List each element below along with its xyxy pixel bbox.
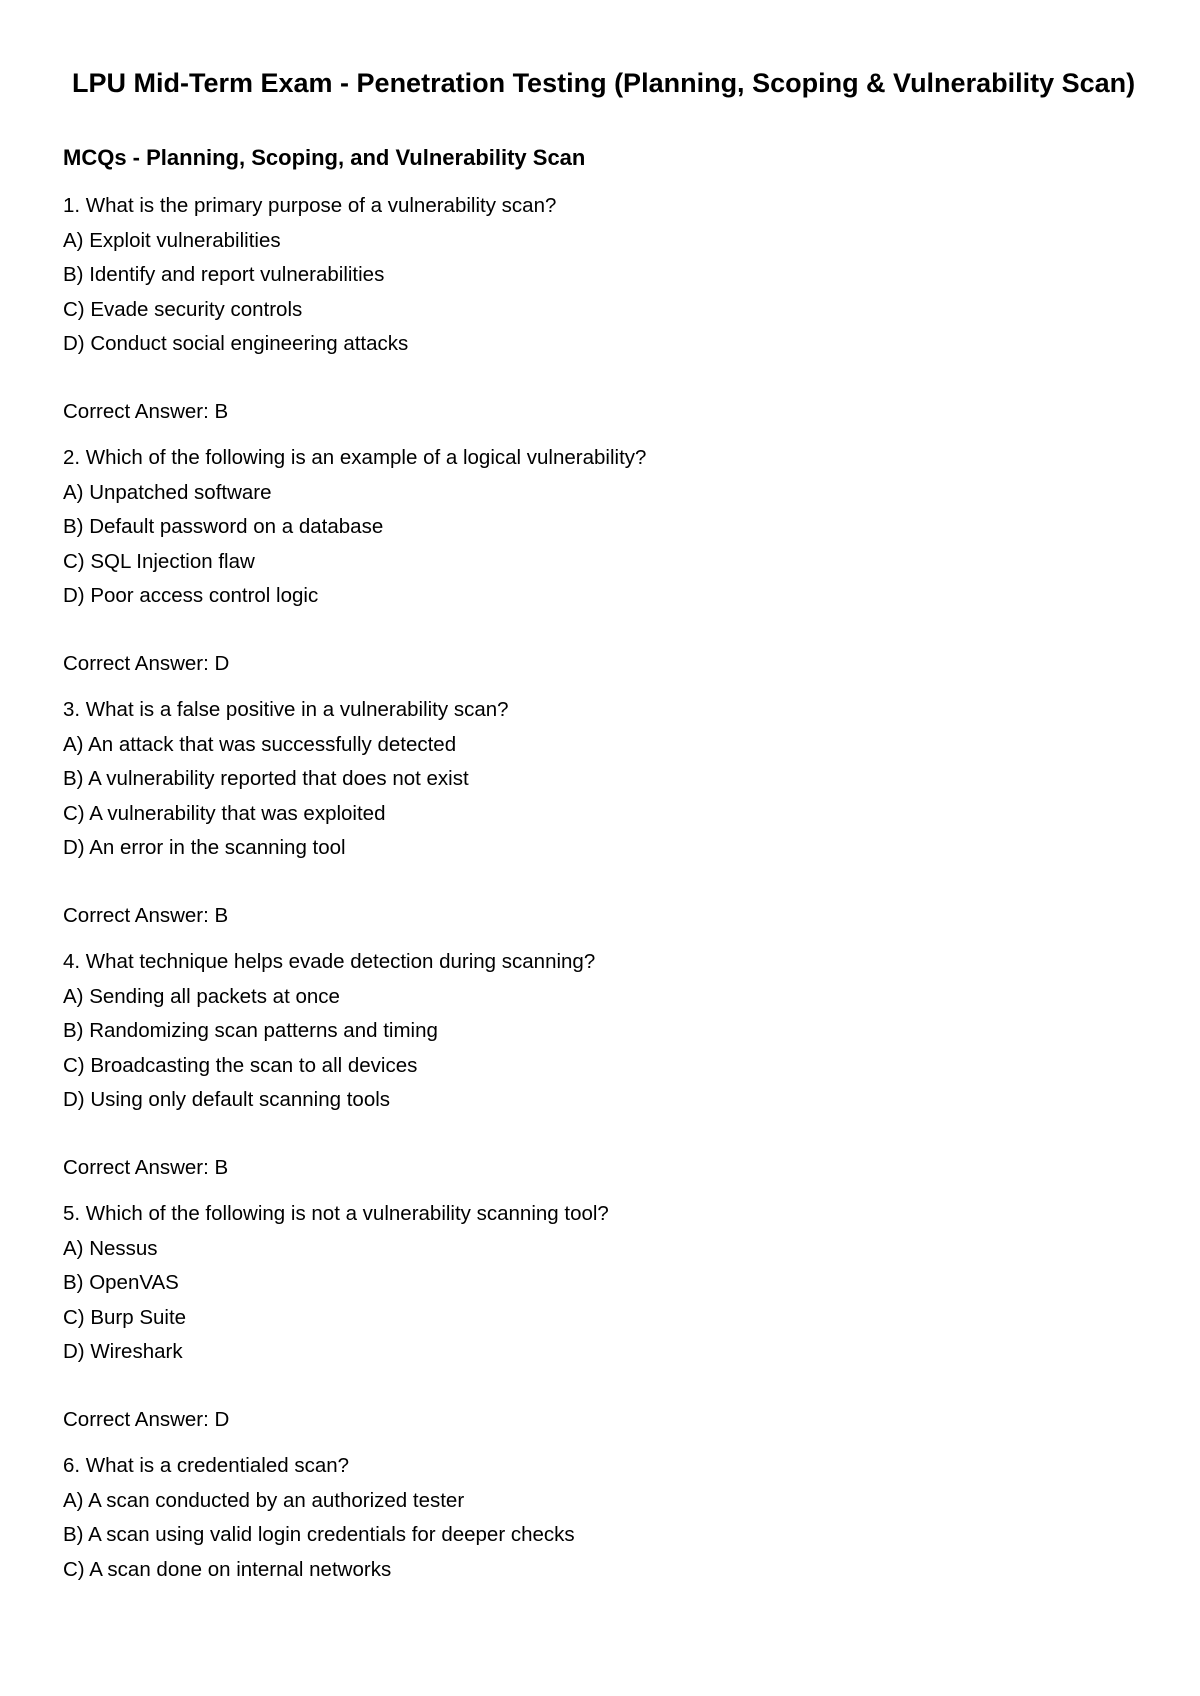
option-a: A) An attack that was successfully detected xyxy=(63,732,457,756)
correct-answer: Correct Answer: B xyxy=(63,903,229,927)
question-block-6 xyxy=(63,1449,1143,1587)
option-c: C) SQL Injection flaw xyxy=(63,549,255,573)
option-b: B) Identify and report vulnerabilities xyxy=(63,263,385,286)
question-block-1 xyxy=(63,189,1143,429)
question-block-2 xyxy=(63,441,1143,681)
correct-answer: Correct Answer: D xyxy=(63,1407,230,1431)
option-d: D) Conduct social engineering attacks xyxy=(63,332,409,355)
option-c: C) Burp Suite xyxy=(63,1305,187,1329)
correct-answer: Correct Answer: D xyxy=(63,651,230,675)
option-a: A) A scan conducted by an authorized tester xyxy=(63,1488,465,1512)
question-text: 5. Which of the following is not a vulnerability scanning tool? xyxy=(63,1202,609,1225)
question-text: 2. Which of the following is an example of a logical vulnerability? xyxy=(63,446,647,469)
option-d: D) An error in the scanning tool xyxy=(63,836,346,859)
option-b: B) Randomizing scan patterns and timing xyxy=(63,1019,438,1042)
option-b: B) Default password on a database xyxy=(63,515,384,538)
option-d: D) Poor access control logic xyxy=(63,584,319,607)
correct-answer: Correct Answer: B xyxy=(63,399,229,423)
correct-answer: Correct Answer: B xyxy=(63,1155,229,1179)
question-text: 4. What technique helps evade detection during scanning? xyxy=(63,950,596,973)
option-c: C) A vulnerability that was exploited xyxy=(63,801,386,825)
document-title: LPU Mid-Term Exam - Penetration Testing (Planning, Scoping & Vulnerability Scan) xyxy=(72,68,1136,98)
question-text: 6. What is a credentialed scan? xyxy=(63,1454,350,1477)
question-text: 1. What is the primary purpose of a vulnerability scan? xyxy=(63,194,557,217)
section-heading: MCQs - Planning, Scoping, and Vulnerability Scan xyxy=(63,145,586,170)
option-c: C) Evade security controls xyxy=(63,297,303,321)
option-d: D) Using only default scanning tools xyxy=(63,1088,391,1111)
option-b: B) OpenVAS xyxy=(63,1271,179,1294)
question-block-4 xyxy=(63,945,1143,1185)
option-a: A) Nessus xyxy=(63,1236,158,1260)
option-b: B) A vulnerability reported that does not exist xyxy=(63,767,469,790)
question-list xyxy=(63,189,1143,1599)
option-a: A) Unpatched software xyxy=(63,480,272,504)
option-d: D) Wireshark xyxy=(63,1340,183,1363)
option-a: A) Sending all packets at once xyxy=(63,984,340,1008)
option-b: B) A scan using valid login credentials for deeper checks xyxy=(63,1523,575,1546)
question-block-5 xyxy=(63,1197,1143,1437)
option-c: C) A scan done on internal networks xyxy=(63,1557,392,1581)
option-c: C) Broadcasting the scan to all devices xyxy=(63,1053,418,1077)
question-block-3 xyxy=(63,693,1143,933)
question-text: 3. What is a false positive in a vulnerability scan? xyxy=(63,698,509,721)
option-a: A) Exploit vulnerabilities xyxy=(63,228,281,252)
